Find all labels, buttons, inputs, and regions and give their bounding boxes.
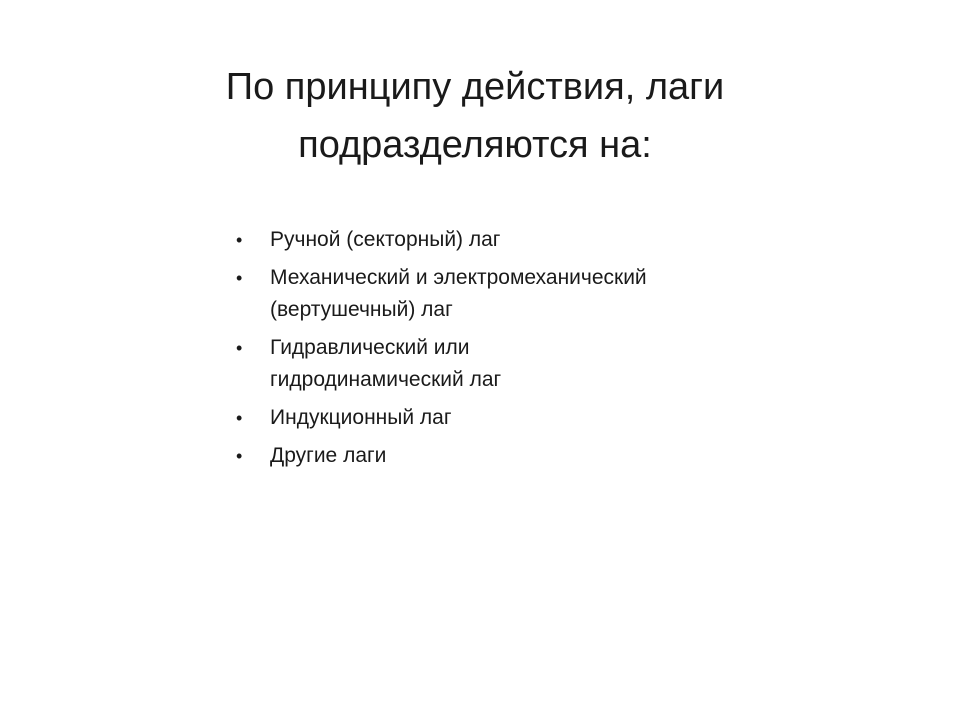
list-item-text: Другие лаги <box>270 444 387 467</box>
list-item-text: Ручной (секторный) лаг <box>270 228 501 251</box>
bullet-icon: • <box>236 338 243 358</box>
list-item <box>230 224 750 256</box>
list-item-text-continued: (вертушечный) лаг <box>270 298 453 321</box>
bullet-icon: • <box>236 446 243 466</box>
bullet-icon: • <box>236 408 243 428</box>
list-item <box>230 262 750 326</box>
list-item <box>230 440 750 472</box>
slide-title-line-2: подразделяются на: <box>298 124 652 166</box>
list-item-text: Индукционный лаг <box>270 406 452 429</box>
slide-title <box>130 58 820 174</box>
list-item-text: Гидравлический или <box>270 336 470 359</box>
bullet-icon: • <box>236 268 243 288</box>
bullet-icon: • <box>236 230 243 250</box>
list-item-text: Механический и электромеханический <box>270 266 647 289</box>
slide-title-line-1: По принципу действия, лаги <box>225 66 725 108</box>
list-item <box>230 332 750 396</box>
list-item <box>230 402 750 434</box>
bullet-list <box>230 224 750 478</box>
list-item-text-continued: гидродинамический лаг <box>270 368 502 391</box>
